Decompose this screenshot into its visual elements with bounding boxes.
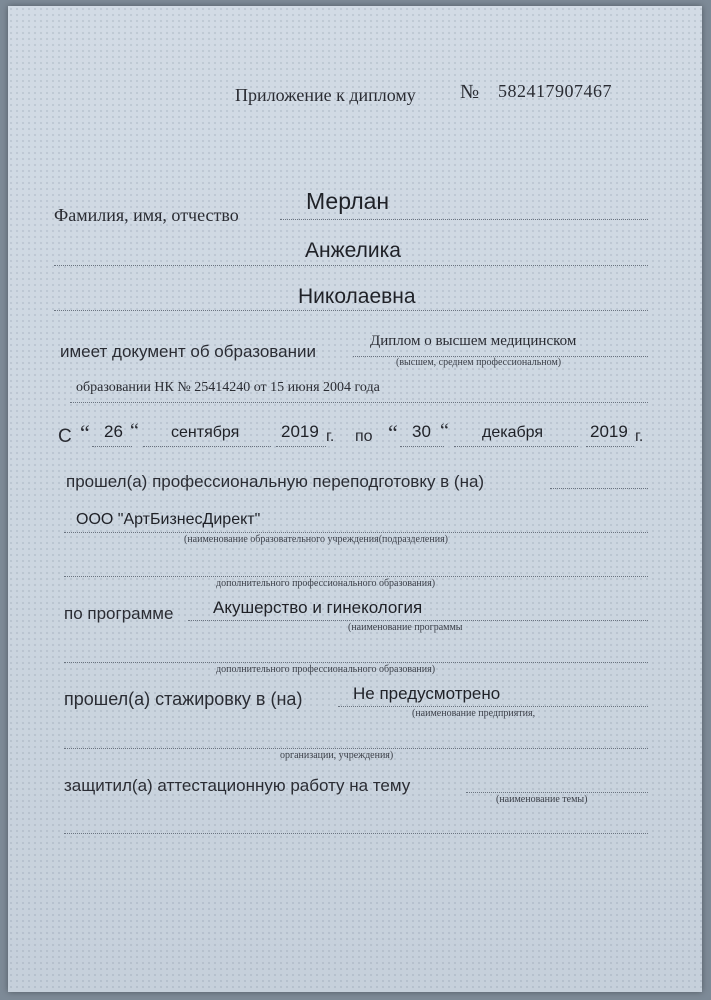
internship-hint-2: организации, учреждения) (280, 750, 394, 761)
internship-value: Не предусмотрено (353, 684, 501, 703)
from-month-line (143, 446, 271, 447)
thesis-line-2 (64, 833, 648, 834)
program-line-1 (188, 620, 648, 621)
to-month: декабря (482, 424, 544, 441)
to-month-line (454, 446, 578, 447)
to-year: 2019 (590, 422, 628, 441)
retraining-hint-2: дополнительного профессионального образования) (216, 578, 436, 589)
from-year-line (276, 446, 326, 447)
retraining-line-2 (64, 576, 648, 577)
document-sheet (8, 6, 702, 992)
patronymic-line (54, 310, 648, 311)
from-month: сентября (171, 424, 240, 441)
education-line-2 (70, 402, 648, 403)
program-label: по программе (64, 604, 174, 623)
to-open-quote: “ (388, 420, 398, 445)
thesis-label: защитил(а) аттестационную работу на тему (64, 776, 411, 795)
internship-line-1 (338, 706, 648, 707)
internship-hint-1: (наименование предприятия, (412, 708, 536, 719)
to-year-suffix: г. (635, 428, 644, 445)
to-day-line (400, 446, 444, 447)
program-hint-1: (наименование программы (348, 622, 463, 633)
education-label: имеет документ об образовании (60, 342, 316, 361)
appendix-label: Приложение к диплому (235, 85, 416, 105)
surname-line (280, 219, 648, 220)
from-open-quote: “ (80, 420, 90, 445)
patronymic-value: Николаевна (298, 285, 416, 308)
to-day: 30 (412, 422, 431, 441)
from-year-suffix: г. (326, 428, 335, 445)
thesis-hint: (наименование темы) (496, 794, 588, 805)
to-year-line (586, 446, 634, 447)
program-line-2 (64, 662, 648, 663)
period-from-label: С (58, 426, 72, 447)
internship-label: прошел(а) стажировку в (на) (64, 689, 303, 709)
name-line (54, 265, 648, 266)
retraining-label: прошел(а) профессиональную переподготовку в (на) (66, 472, 485, 491)
internship-line-2 (64, 748, 648, 749)
program-hint-2: дополнительного профессионального образования) (216, 664, 436, 675)
program-value: Акушерство и гинекология (213, 598, 423, 617)
education-value-1: Диплом о высшем медицинском (370, 333, 577, 349)
from-close-quote: “ (130, 420, 139, 442)
number-sign: № (460, 81, 480, 103)
retraining-org-line (64, 532, 648, 533)
retraining-hint-1: (наименование образовательного учреждения(подразделения) (184, 534, 448, 545)
thesis-line-1 (466, 792, 648, 793)
retraining-tail-line (550, 488, 648, 489)
name-value: Анжелика (305, 239, 401, 262)
from-day-line (92, 446, 132, 447)
education-value-2: образовании НК № 25414240 от 15 июня 2004 года (76, 380, 380, 395)
fullname-label: Фамилия, имя, отчество (54, 205, 239, 225)
from-year: 2019 (281, 422, 319, 441)
to-close-quote: “ (440, 420, 449, 442)
surname-value: Мерлан (306, 188, 390, 214)
from-day: 26 (104, 422, 123, 441)
period-to-label: по (355, 428, 373, 445)
retraining-org: ООО "АртБизнесДирект" (76, 511, 261, 528)
diploma-number: 582417907467 (498, 81, 612, 101)
education-hint: (высшем, среднем профессиональном) (396, 357, 562, 368)
